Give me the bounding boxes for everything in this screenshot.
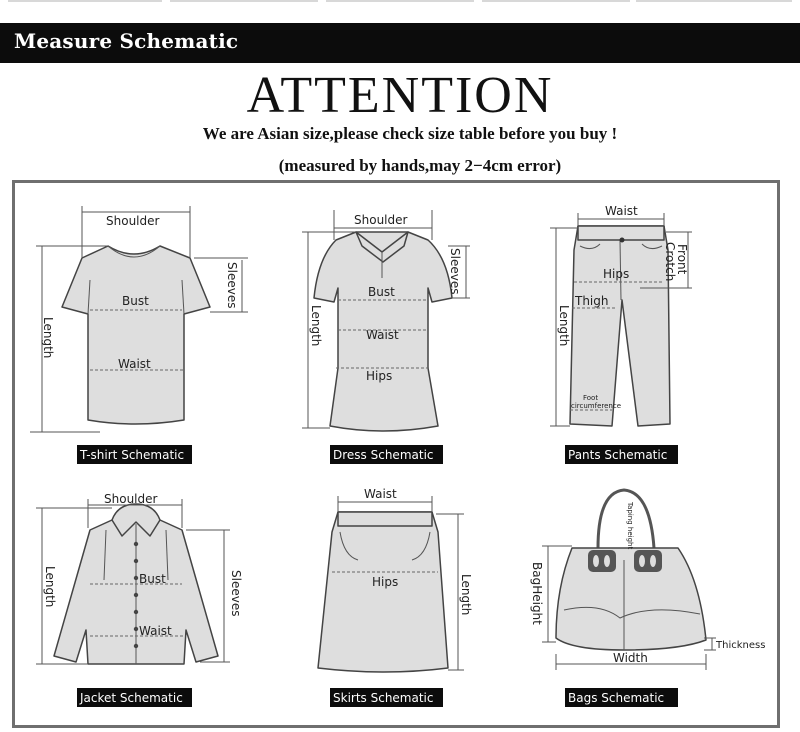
tshirt-bust-label: Bust xyxy=(122,294,149,308)
svg-text:Bags Schematic: Bags Schematic xyxy=(568,691,665,705)
svg-text:Skirts Schematic: Skirts Schematic xyxy=(333,691,434,705)
pants-caption xyxy=(565,445,678,464)
jacket-bust-label: Bust xyxy=(139,572,166,586)
jacket-length-label: Length xyxy=(43,566,57,608)
pants-hips-label: Hips xyxy=(603,267,630,281)
bag-taping-height-label: Taping height xyxy=(626,502,634,550)
dress-sleeves-label: Sleeves xyxy=(448,248,462,295)
pants-schematic xyxy=(550,204,692,464)
tshirt-sleeves-label: Sleeves xyxy=(225,262,239,309)
skirt-illustration xyxy=(318,512,448,672)
svg-text:Pants Schematic: Pants Schematic xyxy=(568,448,668,462)
error-notice: (measured by hands,may 2−4cm error) xyxy=(278,156,562,175)
pants-foot-label: Foot xyxy=(583,394,599,402)
skirt-hips-label: Hips xyxy=(372,575,399,589)
dress-bust-label: Bust xyxy=(368,285,395,299)
tshirt-illustration xyxy=(62,246,210,424)
pants-front-label: Front xyxy=(675,244,689,275)
pants-circumference-label: circumference xyxy=(571,402,622,410)
dress-hips-label: Hips xyxy=(366,369,393,383)
pants-waist-label: Waist xyxy=(605,204,638,218)
pants-length-label: Length xyxy=(557,305,571,347)
skirts-caption xyxy=(330,688,443,707)
attention-heading: ATTENTION xyxy=(246,67,554,124)
dress-shoulder-label: Shoulder xyxy=(354,213,408,227)
section-title: Measure Schematic xyxy=(14,29,239,53)
skirt-waist-label: Waist xyxy=(364,487,397,501)
bag-illustration xyxy=(556,548,706,650)
skirt-length-label: Length xyxy=(459,574,473,616)
dress-schematic xyxy=(302,210,470,464)
dress-waist-label: Waist xyxy=(366,328,399,342)
tshirt-schematic xyxy=(30,206,248,464)
svg-text:Dress Schematic: Dress Schematic xyxy=(333,448,434,462)
jacket-shoulder-label: Shoulder xyxy=(104,492,158,506)
bag-thickness-label: Thickness xyxy=(716,640,766,651)
svg-text:Jacket Schematic: Jacket Schematic xyxy=(80,691,183,705)
bags-schematic xyxy=(530,490,765,707)
jacket-waist-label: Waist xyxy=(139,624,172,638)
jacket-sleeves-label: Sleeves xyxy=(229,570,243,617)
dress-length-label: Length xyxy=(309,305,323,347)
tshirt-length-label: Length xyxy=(41,317,55,359)
jacket-schematic xyxy=(36,492,243,707)
pants-thigh-label: Thigh xyxy=(575,294,609,308)
bag-height-label: BagHeight xyxy=(530,562,544,625)
bag-width-label: Width xyxy=(613,651,648,665)
bags-caption xyxy=(565,688,678,707)
tshirt-caption xyxy=(77,445,192,464)
skirts-schematic xyxy=(318,487,473,707)
tshirt-waist-label: Waist xyxy=(118,357,151,371)
pants-crotch-label: Crotch xyxy=(663,242,677,282)
dress-caption xyxy=(330,445,443,464)
tshirt-shoulder-label: Shoulder xyxy=(106,214,160,228)
svg-text:T-shirt Schematic: T-shirt Schematic xyxy=(80,448,185,462)
size-notice: We are Asian size,please check size table before you buy ! xyxy=(202,124,618,143)
jacket-caption xyxy=(77,688,192,707)
